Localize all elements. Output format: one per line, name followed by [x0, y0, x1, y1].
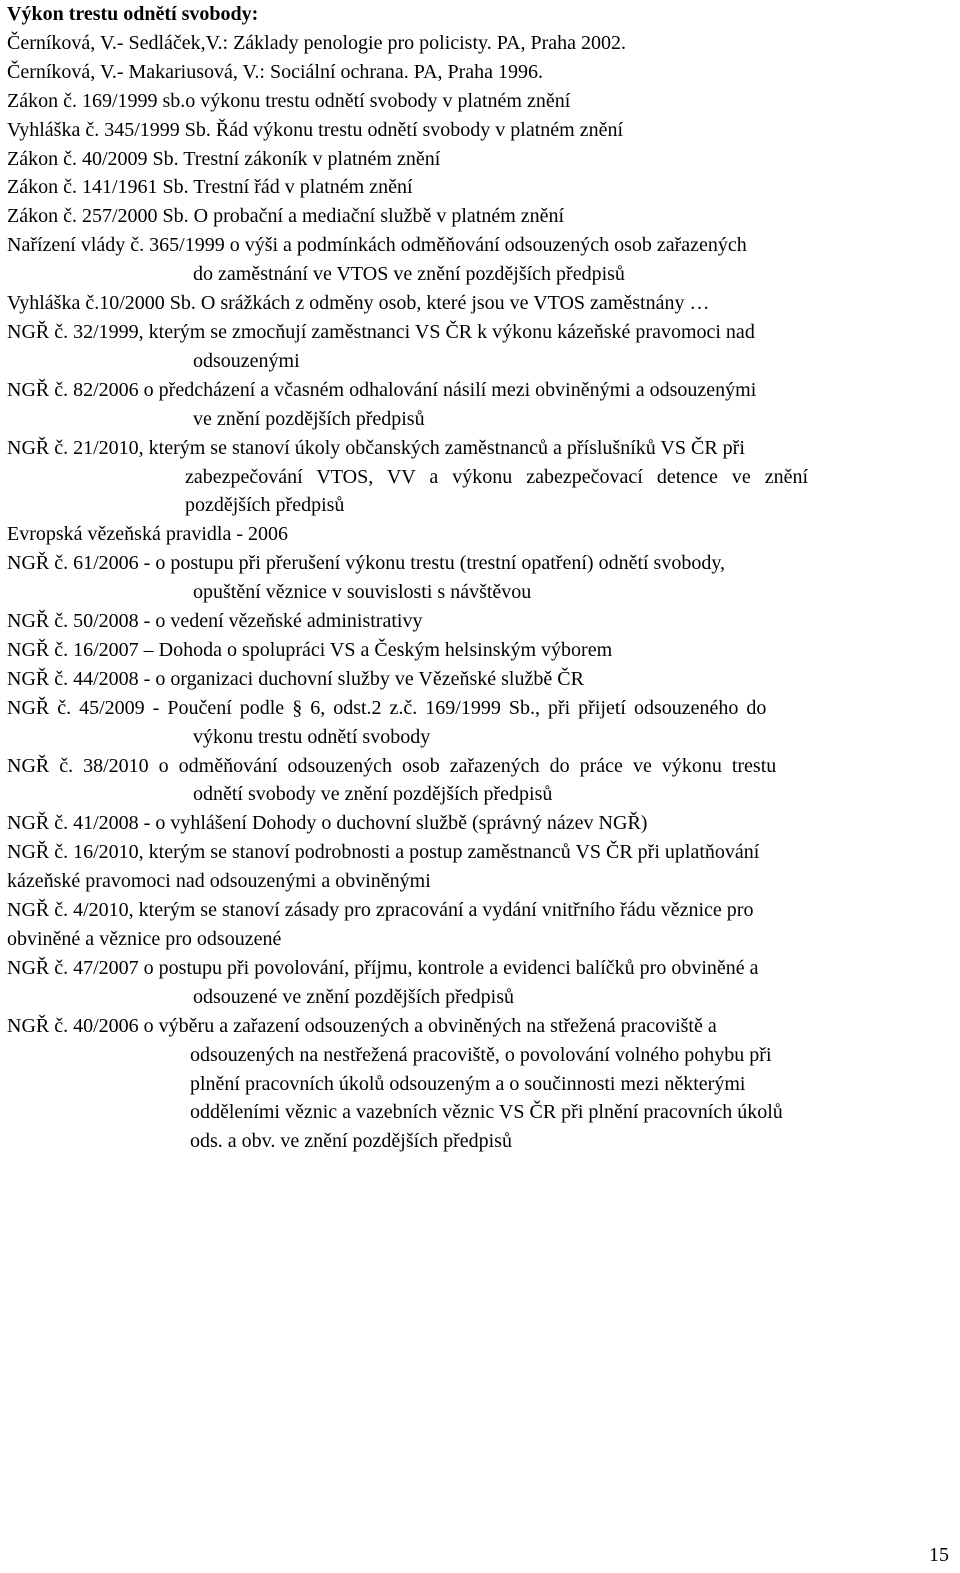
- reference-entry: [7, 318, 955, 376]
- reference-entry: [7, 1012, 955, 1157]
- reference-entry-continuation: odděleními věznic a vazebních věznic VS ČR při plnění pracovních úkolů: [190, 1101, 783, 1124]
- reference-entry-continuation: kázeňské pravomoci nad odsouzenými a obviněnými: [7, 870, 431, 893]
- reference-entry: [7, 231, 955, 289]
- reference-entry-continuation: výkonu trestu odnětí svobody: [193, 725, 431, 748]
- reference-line: Vyhláška č.10/2000 Sb. O srážkách z odměny osob, které jsou ve VTOS zaměstnány …: [7, 292, 710, 315]
- reference-line: NGŘ č. 50/2008 - o vedení vězeňské administrativy: [7, 610, 423, 633]
- reference-entry-continuation: odsouzenými: [193, 349, 300, 372]
- reference-entry-first-line: NGŘ č. 32/1999, kterým se zmocňují zaměstnanci VS ČR k výkonu kázeňské pravomoci nad: [7, 320, 755, 343]
- reference-entry-first-line: NGŘ č. 45/2009 - Poučení podle § 6, odst.2 z.č. 169/1999 Sb., při přijetí odsouzeného do: [7, 696, 767, 719]
- reference-entry-continuation: do zaměstnání ve VTOS ve znění pozdějších předpisů: [193, 263, 625, 286]
- reference-line: Zákon č. 141/1961 Sb. Trestní řád v platném znění: [7, 176, 413, 199]
- reference-line: Vyhláška č. 345/1999 Sb. Řád výkonu trestu odnětí svobody v platném znění: [7, 118, 624, 141]
- reference-entry-first-line: NGŘ č. 21/2010, kterým se stanoví úkoly občanských zaměstnanců a příslušníků VS ČR při: [7, 436, 745, 459]
- reference-entry: [7, 549, 955, 607]
- reference-entry: [7, 752, 955, 810]
- reference-entry-continuation: ods. a obv. ve znění pozdějších předpisů: [190, 1130, 512, 1153]
- reference-entry-continuation: ve znění pozdějších předpisů: [193, 407, 425, 430]
- reference-entry-first-line: NGŘ č. 16/2010, kterým se stanoví podrobnosti a postup zaměstnanců VS ČR při uplatňování: [7, 841, 760, 864]
- reference-line: Černíková, V.- Makariusová, V.: Sociální ochrana. PA, Praha 1996.: [7, 60, 544, 83]
- reference-entry: [7, 434, 955, 521]
- reference-entry-continuation: obviněné a věznice pro odsouzené: [7, 928, 282, 950]
- reference-line: Evropská vězeňská pravidla - 2006: [7, 523, 289, 546]
- reference-entry-continuation: odsouzených na nestřežená pracoviště, o povolování volného pohybu při: [190, 1043, 772, 1066]
- document-body: [7, 0, 955, 1156]
- reference-entry-first-line: NGŘ č. 61/2006 - o postupu při přerušení výkonu trestu (trestní opatření) odnětí svobody,: [7, 552, 726, 575]
- reference-line: NGŘ č. 41/2008 - o vyhlášení Dohody o duchovní službě (správný název NGŘ): [7, 812, 648, 835]
- reference-line: NGŘ č. 16/2007 – Dohoda o spolupráci VS a Českým helsinským výborem: [7, 638, 613, 661]
- reference-entry-first-line: NGŘ č. 82/2006 o předcházení a včasném odhalování násilí mezi obviněnými a odsouzenými: [7, 378, 757, 401]
- reference-entry-first-line: NGŘ č. 4/2010, kterým se stanoví zásady pro zpracování a vydání vnitřního řádu věznice pro: [7, 899, 754, 922]
- reference-line: Zákon č. 257/2000 Sb. O probační a mediační službě v platném znění: [7, 205, 565, 228]
- reference-line: Zákon č. 169/1999 sb.o výkonu trestu odnětí svobody v platném znění: [7, 89, 571, 112]
- reference-line: Černíková, V.- Sedláček,V.: Základy penologie pro policisty. PA, Praha 2002.: [7, 31, 626, 54]
- reference-entry-continuation: zabezpečování VTOS, VV a výkonu zabezpečovací detence ve znění: [185, 465, 809, 488]
- page-number: 15: [929, 1544, 949, 1566]
- reference-entry-continuation: plnění pracovních úkolů odsouzeným a o součinnosti mezi některými: [190, 1072, 746, 1095]
- reference-entry-continuation: opuštění věznice v souvislosti s návštěvou: [193, 581, 532, 604]
- reference-line: Zákon č. 40/2009 Sb. Trestní zákoník v platném znění: [7, 147, 441, 170]
- reference-entry-continuation: odsouzené ve znění pozdějších předpisů: [193, 985, 515, 1008]
- reference-entry: [7, 954, 955, 1012]
- document-title: Výkon trestu odnětí svobody:: [7, 3, 259, 25]
- reference-entry-first-line: NGŘ č. 38/2010 o odměňování odsouzených osob zařazených do práce ve výkonu trestu: [7, 754, 777, 777]
- reference-entry-continuation: pozdějších předpisů: [185, 494, 345, 517]
- reference-entry: [7, 838, 955, 896]
- reference-entry-first-line: NGŘ č. 47/2007 o postupu při povolování, příjmu, kontrole a evidenci balíčků pro obviněné a: [7, 956, 759, 979]
- reference-entry: [7, 376, 955, 434]
- reference-line: NGŘ č. 44/2008 - o organizaci duchovní služby ve Vězeňské službě ČR: [7, 667, 584, 690]
- reference-entry-first-line: Nařízení vlády č. 365/1999 o výši a podmínkách odměňování odsouzených osob zařazených: [7, 234, 747, 257]
- reference-entry-continuation: odnětí svobody ve znění pozdějších předpisů: [193, 783, 553, 806]
- reference-entry: [7, 694, 955, 752]
- reference-entry-first-line: NGŘ č. 40/2006 o výběru a zařazení odsouzených a obviněných na střežená pracoviště a: [7, 1014, 717, 1037]
- reference-entry: [7, 896, 955, 954]
